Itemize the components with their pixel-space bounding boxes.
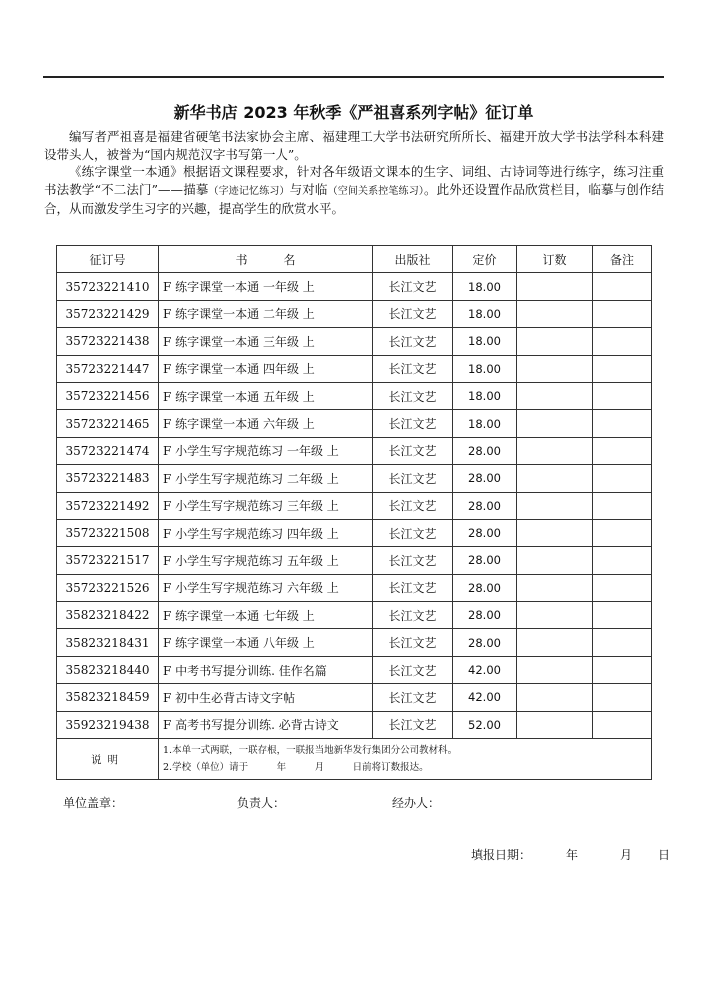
publisher-cell: 长江文艺 [373,465,453,492]
price-cell: 28.00 [453,465,517,492]
price-cell: 28.00 [453,492,517,519]
note-line-1: 1.本单一式两联，一联存根，一联报当地新华发行集团分公司教材科。 [163,745,458,757]
book-name-cell: F 练字课堂一本通 八年级 上 [159,629,373,656]
publisher-cell: 长江文艺 [373,574,453,601]
price-cell: 52.00 [453,711,517,738]
order-code-cell: 35823218440 [57,656,159,683]
header-book-name: 书 名 [159,246,373,273]
order-code-cell: 35723221410 [57,273,159,300]
price-cell: 18.00 [453,300,517,327]
price-cell: 18.00 [453,273,517,300]
publisher-cell: 长江文艺 [373,410,453,437]
quantity-cell[interactable] [517,519,593,546]
fill-date-day: 日 [658,848,671,862]
price-cell: 28.00 [453,629,517,656]
table-row [57,547,652,574]
remark-cell[interactable] [593,382,652,409]
book-name-cell: F 练字课堂一本通 三年级 上 [159,328,373,355]
publisher-cell: 长江文艺 [373,382,453,409]
table-row [57,492,652,519]
intro-paragraph-author: 编写者严祖喜是福建省硬笔书法家协会主席、福建理工大学书法研究所所长、福建开放大学书法学科本科建设带头人，被誉为“国内规范汉字书写第一人”。 [44,129,664,162]
header-price: 定价 [453,246,517,273]
remark-cell[interactable] [593,465,652,492]
publisher-cell: 长江文艺 [373,300,453,327]
remark-cell[interactable] [593,547,652,574]
price-cell: 28.00 [453,574,517,601]
remark-cell[interactable] [593,273,652,300]
remark-cell[interactable] [593,519,652,546]
fill-date-label: 填报日期： [471,848,532,862]
order-code-cell: 35723221492 [57,492,159,519]
price-cell: 18.00 [453,382,517,409]
intro-text-c: 与对临 [289,181,328,197]
quantity-cell[interactable] [517,437,593,464]
order-code-cell: 35723221429 [57,300,159,327]
book-name-cell: F 小学生写字规范练习 一年级 上 [159,437,373,464]
intro-note-copying: （空间关系控笔练习） [327,185,424,197]
quantity-cell[interactable] [517,684,593,711]
remark-cell[interactable] [593,437,652,464]
price-cell: 18.00 [453,410,517,437]
remark-cell[interactable] [593,492,652,519]
table-row [57,711,652,738]
price-cell: 42.00 [453,656,517,683]
order-code-cell: 35723221447 [57,355,159,382]
price-cell: 28.00 [453,547,517,574]
price-cell: 28.00 [453,519,517,546]
table-row [57,382,652,409]
header-remark: 备注 [593,246,652,273]
fill-date [471,846,670,863]
quantity-cell[interactable] [517,492,593,519]
intro-note-tracing: （字迹记忆练习） [208,185,290,197]
publisher-cell: 长江文艺 [373,492,453,519]
quantity-cell[interactable] [517,602,593,629]
price-cell: 18.00 [453,328,517,355]
order-code-cell: 35723221508 [57,519,159,546]
quantity-cell[interactable] [517,273,593,300]
table-header-row [57,246,652,273]
book-name-cell: F 小学生写字规范练习 六年级 上 [159,574,373,601]
note-label: 说明 [57,739,159,780]
price-cell: 42.00 [453,684,517,711]
table-row [57,355,652,382]
book-name-cell: F 高考书写提分训练. 必背古诗文 [159,711,373,738]
quantity-cell[interactable] [517,410,593,437]
table-row [57,656,652,683]
book-name-cell: F 小学生写字规范练习 三年级 上 [159,492,373,519]
intro-section [44,128,664,218]
table-row [57,684,652,711]
book-name-cell: F 练字课堂一本通 二年级 上 [159,300,373,327]
order-code-cell: 35723221526 [57,574,159,601]
publisher-cell: 长江文艺 [373,711,453,738]
table-row [57,602,652,629]
intro-paragraph-book [44,163,664,218]
table-row [57,519,652,546]
book-name-cell: F 练字课堂一本通 一年级 上 [159,273,373,300]
quantity-cell[interactable] [517,355,593,382]
quantity-cell[interactable] [517,629,593,656]
table-row [57,300,652,327]
quantity-cell[interactable] [517,711,593,738]
order-code-cell: 35723221474 [57,437,159,464]
publisher-cell: 长江文艺 [373,273,453,300]
intro-text-e: 。此外还设置作品欣赏栏目，临摹与创作结合，从而激发学生习字的兴趣，提高学生的欣赏水平。 [44,181,665,216]
page-title: 新华书店 2023 年秋季《严祖喜系列字帖》征订单 [173,103,534,122]
book-name-cell: F 练字课堂一本通 七年级 上 [159,602,373,629]
remark-cell[interactable] [593,656,652,683]
remark-cell[interactable] [593,355,652,382]
top-rule [43,76,664,78]
order-code-cell: 35923219438 [57,711,159,738]
publisher-cell: 长江文艺 [373,519,453,546]
publisher-cell: 长江文艺 [373,437,453,464]
order-code-cell: 35823218431 [57,629,159,656]
publisher-cell: 长江文艺 [373,602,453,629]
order-code-cell: 35723221438 [57,328,159,355]
price-cell: 18.00 [453,355,517,382]
order-code-cell: 35723221517 [57,547,159,574]
quantity-cell[interactable] [517,382,593,409]
remark-cell[interactable] [593,574,652,601]
header-publisher: 出版社 [373,246,453,273]
publisher-cell: 长江文艺 [373,547,453,574]
table-row [57,437,652,464]
note-row [57,739,652,780]
price-cell: 28.00 [453,437,517,464]
remark-cell[interactable] [593,300,652,327]
fill-date-month: 月 [620,848,633,862]
note-text [159,739,652,780]
order-table [56,245,652,780]
unit-seal-label: 单位盖章： [63,796,124,810]
table-row [57,629,652,656]
table-row [57,465,652,492]
quantity-cell[interactable] [517,328,593,355]
remark-cell[interactable] [593,602,652,629]
header-quantity: 订数 [517,246,593,273]
book-name-cell: F 初中生必背古诗文字帖 [159,684,373,711]
order-code-cell: 35723221465 [57,410,159,437]
price-cell: 28.00 [453,602,517,629]
book-name-cell: F 练字课堂一本通 四年级 上 [159,355,373,382]
order-code-cell: 35723221456 [57,382,159,409]
order-code-cell: 35723221483 [57,465,159,492]
book-name-cell: F 小学生写字规范练习 二年级 上 [159,465,373,492]
publisher-cell: 长江文艺 [373,629,453,656]
intro-text-a: 《练字课堂一本通》根据语文课程要求，针对各年级语文课本的生字、词组、古诗词等进行练字，练习注重书法教学“不二法门”——描摹 [44,164,664,197]
publisher-cell: 长江文艺 [373,328,453,355]
fill-date-year: 年 [566,848,579,862]
table-row [57,410,652,437]
table-row [57,273,652,300]
note-line-2: 2.学校（单位）请于 年 月 日前将订数报达。 [163,762,429,774]
remark-cell[interactable] [593,684,652,711]
book-name-cell: F 练字课堂一本通 六年级 上 [159,410,373,437]
quantity-cell[interactable] [517,547,593,574]
quantity-cell[interactable] [517,656,593,683]
order-code-cell: 35823218459 [57,684,159,711]
order-code-cell: 35823218422 [57,602,159,629]
book-name-cell: F 练字课堂一本通 五年级 上 [159,382,373,409]
remark-cell[interactable] [593,711,652,738]
quantity-cell[interactable] [517,574,593,601]
publisher-cell: 长江文艺 [373,684,453,711]
remark-cell[interactable] [593,629,652,656]
publisher-cell: 长江文艺 [373,355,453,382]
table-row [57,574,652,601]
remark-cell[interactable] [593,410,652,437]
book-name-cell: F 小学生写字规范练习 四年级 上 [159,519,373,546]
publisher-cell: 长江文艺 [373,656,453,683]
book-name-cell: F 中考书写提分训练. 佳作名篇 [159,656,373,683]
remark-cell[interactable] [593,328,652,355]
table-row [57,328,652,355]
quantity-cell[interactable] [517,300,593,327]
book-name-cell: F 小学生写字规范练习 五年级 上 [159,547,373,574]
quantity-cell[interactable] [517,465,593,492]
header-code: 征订号 [57,246,159,273]
person-in-charge-label: 负责人： [237,796,286,810]
handler-label: 经办人： [392,796,441,810]
